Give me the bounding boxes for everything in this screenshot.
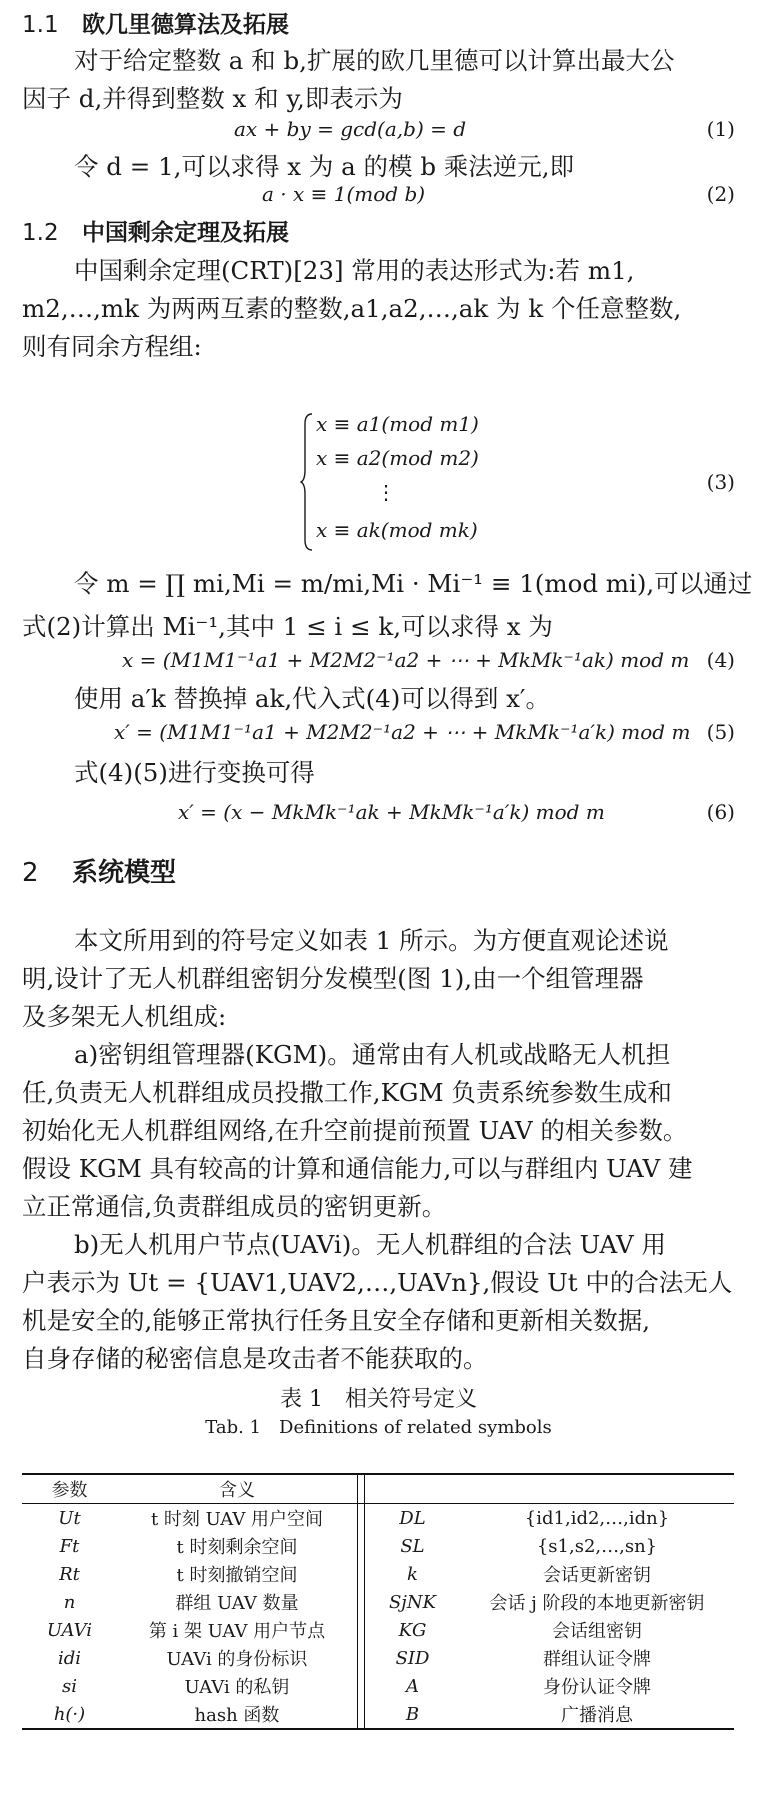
table-cell: 会话更新密钥 — [543, 1565, 651, 1586]
equation-3-row: x ≡ a1(mod m1) — [316, 412, 479, 436]
equation-1-number: (1) — [706, 117, 735, 141]
header-param-right — [365, 1474, 461, 1504]
equation-2-number: (2) — [706, 182, 735, 206]
table-cell: UAVi 的私钥 — [184, 1677, 290, 1698]
table-cell: n — [63, 1591, 76, 1613]
para4-line2: 式(2)计算出 Mi⁻¹,其中 1 ≤ i ≤ k,可以求得 x 为 — [22, 612, 553, 641]
symbols-table — [22, 1473, 734, 1730]
para9-line1: b)无人机用户节点(UAVi)。无人机群组的合法 UAV 用 — [74, 1230, 666, 1259]
table-caption-en: Tab. 1 Definitions of related symbols — [205, 1417, 552, 1438]
table-cell: 群组认证令牌 — [543, 1649, 651, 1670]
equation-4-expr: x = (M1M1⁻¹a1 + M2M2⁻¹a2 + ⋯ + MkMk⁻¹ak) mod m — [122, 648, 690, 672]
table-cell: t 时刻 UAV 用户空间 — [150, 1509, 324, 1530]
table-cell: A — [406, 1675, 419, 1697]
para8-line2: 任,负责无人机群组成员投撒工作,KGM 负责系统参数生成和 — [22, 1078, 672, 1107]
table-cell: SL — [400, 1535, 425, 1557]
para8-line3: 初始化无人机群组网络,在升空前提前预置 UAV 的相关参数。 — [22, 1116, 688, 1145]
table-cell: 第 i 架 UAV 用户节点 — [148, 1621, 326, 1642]
table-cell: 身份认证令牌 — [543, 1677, 651, 1698]
table-row — [22, 1532, 734, 1560]
para4-line1: 令 m = ∏ mi,Mi = m/mi,Mi · Mi⁻¹ ≡ 1(mod mi),可以通过 — [74, 569, 753, 598]
equation-3-row: x ≡ a2(mod m2) — [316, 446, 479, 470]
table-cell: 广播消息 — [561, 1705, 633, 1726]
equation-3-number: (3) — [706, 470, 735, 494]
table-row — [22, 1672, 734, 1700]
table-caption-cn: 表 1 相关符号定义 — [280, 1387, 477, 1412]
table-row — [22, 1588, 734, 1616]
table-cell: {s1,s2,…,sn} — [536, 1535, 658, 1557]
para8-line1: a)密钥组管理器(KGM)。通常由有人机或战略无人机担 — [74, 1040, 671, 1069]
table-cell: UAVi 的身份标识 — [166, 1649, 308, 1670]
table-cell: Rt — [59, 1563, 80, 1585]
table-row — [22, 1560, 734, 1588]
para7-line3: 及多架无人机组成: — [22, 1002, 227, 1031]
para8-line4: 假设 KGM 具有较高的计算和通信能力,可以与群组内 UAV 建 — [22, 1154, 693, 1183]
table-cell: UAVi — [46, 1619, 93, 1641]
section-heading-1-1 — [22, 6, 289, 39]
column-separator — [358, 1474, 365, 1504]
section-title: 系统模型 — [72, 858, 177, 888]
para5-line: 使用 a′k 替换掉 ak,代入式(4)可以得到 x′。 — [74, 684, 550, 713]
table-row — [22, 1616, 734, 1644]
table-cell: k — [407, 1563, 418, 1585]
para7-line1: 本文所用到的符号定义如表 1 所示。为方便直观论述说 — [74, 926, 669, 955]
para9-line4: 自身存储的秘密信息是攻击者不能获取的。 — [22, 1344, 488, 1373]
para3-line2: m2,…,mk 为两两互素的整数,a1,a2,…,ak 为 k 个任意整数, — [22, 294, 682, 323]
section-title: 欧几里德算法及拓展 — [82, 12, 289, 38]
table-cell: Ft — [59, 1535, 80, 1557]
table-header-row — [22, 1474, 734, 1504]
para1-line2: 因子 d,并得到整数 x 和 y,即表示为 — [22, 84, 403, 113]
table-row — [22, 1644, 734, 1672]
section-number: 2 — [22, 858, 39, 888]
table-cell: t 时刻剩余空间 — [176, 1537, 298, 1558]
equation-1-expr: ax + by = gcd(a,b) = d — [234, 117, 467, 141]
section-heading-1-2 — [22, 214, 289, 247]
para3-line3: 则有同余方程组: — [22, 332, 202, 361]
para9-line3: 机是安全的,能够正常执行任务且安全存储和更新相关数据, — [22, 1306, 651, 1335]
para8-line5: 立正常通信,负责群组成员的密钥更新。 — [22, 1192, 447, 1221]
equation-3-system — [300, 412, 500, 552]
table-row — [22, 1504, 734, 1533]
section-number: 1.2 — [22, 220, 59, 246]
section-heading-2 — [22, 852, 176, 889]
table-cell: Ut — [58, 1507, 81, 1529]
table-row — [22, 1700, 734, 1729]
para7-line2: 明,设计了无人机群组密钥分发模型(图 1),由一个组管理器 — [22, 964, 644, 993]
header-meaning: 含义 — [219, 1480, 255, 1501]
para6-line: 式(4)(5)进行变换可得 — [74, 758, 315, 787]
header-param: 参数 — [51, 1480, 88, 1501]
table-cell: 会话 j 阶段的本地更新密钥 — [489, 1593, 705, 1614]
table-cell: 会话组密钥 — [552, 1621, 642, 1642]
table-cell: {id1,id2,…,idn} — [524, 1507, 670, 1529]
table-cell: B — [405, 1703, 420, 1725]
table-cell: KG — [398, 1619, 427, 1641]
table-cell: SID — [395, 1647, 430, 1669]
equation-6-number: (6) — [706, 800, 735, 824]
header-meaning-right — [460, 1474, 734, 1504]
equation-5-number: (5) — [706, 720, 735, 744]
table-cell: 群组 UAV 数量 — [175, 1593, 299, 1614]
table-cell: SjNK — [388, 1591, 437, 1613]
equation-2-expr: a · x ≡ 1(mod b) — [262, 182, 426, 206]
para1-line1: 对于给定整数 a 和 b,扩展的欧几里德可以计算出最大公 — [74, 46, 675, 75]
table-cell: DL — [399, 1507, 426, 1529]
para2-line: 令 d = 1,可以求得 x 为 a 的模 b 乘法逆元,即 — [74, 152, 575, 181]
table-cell: idi — [57, 1647, 82, 1669]
para3-line1: 中国剩余定理(CRT)[23] 常用的表达形式为:若 m1, — [74, 256, 635, 285]
section-number: 1.1 — [22, 12, 59, 38]
table-cell: t 时刻撤销空间 — [176, 1565, 298, 1586]
table-cell: hash 函数 — [194, 1705, 280, 1726]
equation-4-number: (4) — [706, 648, 735, 672]
para9-line2: 户表示为 Ut = {UAV1,UAV2,…,UAVn},假设 Ut 中的合法无人 — [22, 1268, 733, 1297]
section-title: 中国剩余定理及拓展 — [82, 220, 289, 246]
equation-5-expr: x′ = (M1M1⁻¹a1 + M2M2⁻¹a2 + ⋯ + MkMk⁻¹a′k) mod m — [114, 720, 691, 744]
equation-3-row: ⋮ — [376, 480, 396, 504]
equation-6-expr: x′ = (x − MkMk⁻¹ak + MkMk⁻¹a′k) mod m — [178, 800, 605, 824]
table-cell: h(·) — [53, 1703, 86, 1725]
brace-icon — [300, 412, 314, 552]
equation-3-row: x ≡ ak(mod mk) — [316, 518, 478, 542]
table-cell: si — [62, 1675, 77, 1697]
